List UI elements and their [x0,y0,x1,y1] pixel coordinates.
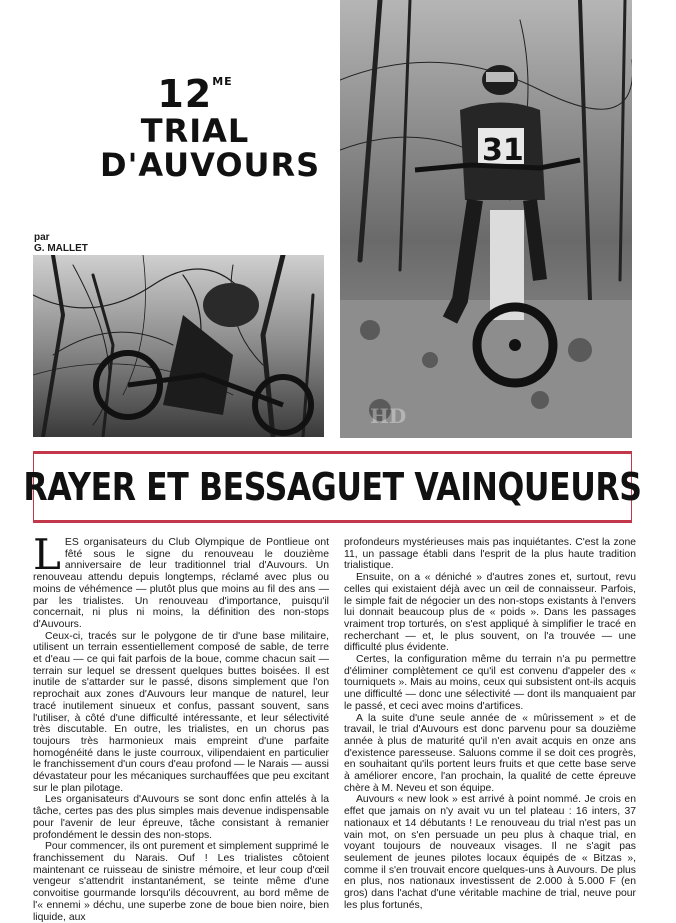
photo-rider-woods [33,255,324,437]
drop-cap: L [33,530,61,579]
svg-text:31: 31 [482,133,524,168]
watermark-initials: HD [370,404,407,428]
headline-frame [23,451,642,523]
paragraph: Pour commencer, ils ont purement et simplement supprimé le franchissement du Narais. Ouf ! Les trialistes côtoient maintenant ce ruisseau de sinistre mémoire, et leur coup d'œil vengeur s'attendrit instantanément, se teinte même d'une convoitise gourmande lorsqu'ils découvrent, au bord même de l'« ennemi » déchu, une superbe zone de boue bien noire, bien liquide, aux [33,841,329,923]
byline-author: G. MALLET [34,243,88,254]
paragraph-text: ES organisateurs du Club Olympique de Pontlieue ont fêté sous le signe du renouveau le douzième anniversaire de leur traditionnel trial d'Auvours. Un renouveau attendu depuis longtemps, réclamé avec plus ou moins de véhémence — plutôt plus que moins au fil des ans — par les trialistes. Un renouveau d'importance, puisqu'il concernait, ni plus ni moins, la définition des non-stops d'Auvours. [33,537,329,630]
paragraph: Auvours « new look » est arrivé à point nommé. Je crois en effet que jamais on n'y avait vu un tel plateau : 16 inters, 37 nationaux et 14 débutants ! Le renouveau du trial n'est pas un vain mot, on s'en persuade un peu plus à chaque trial, en voyant toujours de nouveaux visages. Il ne s'agit pas seulement de jeunes pilotes locaux équipés de « Bitzas », comme il s'en trouvait encore quelques-uns à Auvours. De plus en plus, nos nationaux investissent de 2.000 à 5.000 F (en gros) dans l'achat d'une véritable machine de trial, neuve pour les plus fortunés, [344,794,636,911]
paragraph: Ceux-ci, tracés sur le polygone de tir d'une base militaire, utilisent un terrain essentiellement composé de sable, de terre et d'eau — ce qui fait parfois de la boue, comme chacun sait — terrain sur lequel se dressent quelques buttes boisées. Il est inutile de s'attarder sur le passé, disons simplement que l'on reprochait aux zones d'Auvours leur manque de naturel, leur tracé inutilement sinueux et confus, passant souvent, sans l'utiliser, à côté d'une difficulté intéressante, et leur sélectivité très discutable. En outre, les trialistes, en un chorus pas toujours très harmonieux mais empreint d'une parfaite homogénéité dans le juste courroux, vilipendaient en particulier le franchissement d'un cours d'eau profond — le Narais — aussi dévastateur pour les mécaniques surchauffées que peu excitant sur le plan pilotage. [33,630,329,794]
paragraph: Certes, la configuration même du terrain n'a pu permettre d'éliminer complètement ce qu'il est convenu d'appeler des « tourniquets ». Mais au moins, ceux qui subsistent ont-ils acquis une difficulté — donc une sélectivité — dont ils manquaient par le passé, et ceci avec moins d'artifices. [344,654,636,712]
byline [34,232,88,254]
paragraph: A la suite d'une seule année de « mûrissement » et de travail, le trial d'Auvours est donc parvenu pour sa douzième année à plus de maturité qu'il n'en avait acquis en onze ans d'existence paresseuse. Saluons comme il se doit ces progrès, en souhaitant qu'ils portent leurs fruits et que cette base serve à améliorer encore, l'an prochain, la qualité de cette épreuve chère à M. Neveu et son équipe. [344,712,636,794]
article-title [100,62,321,184]
paragraph: Les organisateurs d'Auvours se sont donc enfin attelés à la tâche, certes pas des plus simples mais devenue indispensable pour l'avenir de leur épreuve, tâche consistant à remanier profondément le dessin des non-stops. [33,794,329,841]
byline-label: par [34,232,50,243]
paragraph: profondeurs mystérieuses mais pas inquiétantes. C'est la zone 11, un passage établi dans l'esprit de la plus haute tradition trialistique. [344,537,636,572]
article-column-left [33,530,329,923]
photo-rider-31 [340,0,632,438]
headline: RAYER ET BESSAGUET VAINQUEURS [23,465,642,509]
article-column-right [344,537,636,912]
title-number-sup: ME [212,75,233,88]
title-line-1: TRIAL [140,112,250,150]
title-edition-number [100,62,290,114]
paragraph: Ensuite, on a « déniché » d'autres zones et, surtout, revu celles qui existaient déjà avec un œil de connaisseur. Parfois, le simple fait de négocier un des non-stops existants à l'envers lui donnait beaucoup plus de « poids ». Dans les passages vraiment trop torturés, on s'est appliqué à simplifier le tracé en recherchant — et, le plus souvent, on l'a trouvée — une difficulté plus évidente. [344,572,636,654]
rider-woods-image [33,255,324,437]
rider-31-image [340,0,632,438]
title-number-text: 12 [157,72,213,116]
paragraph [33,530,329,631]
title-line-2: D'AUVOURS [100,146,321,184]
